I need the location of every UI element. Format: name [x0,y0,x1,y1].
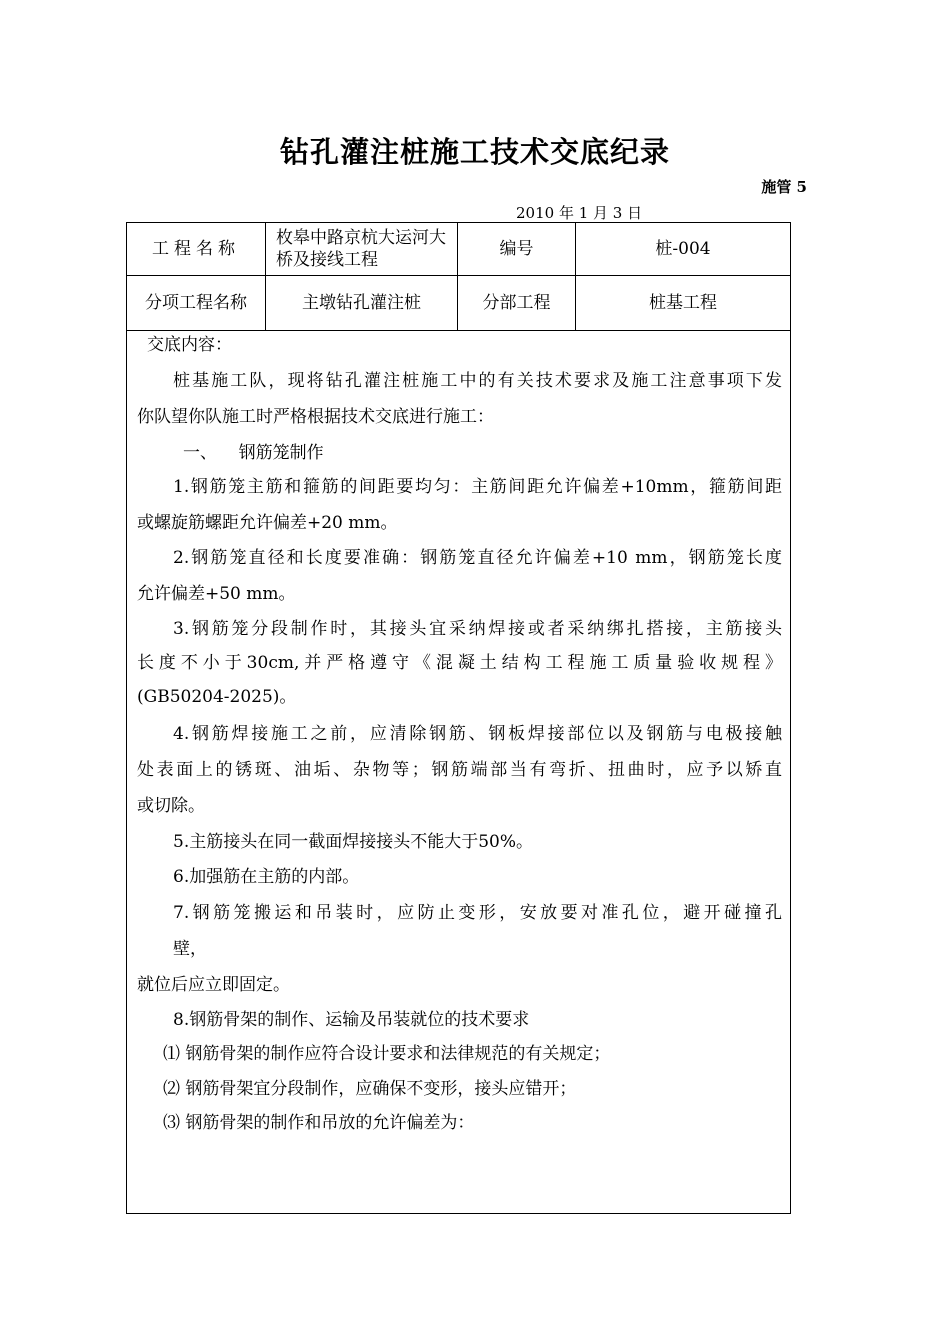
project-name-label: 工程名称 [152,239,240,259]
content-line: 长度不小于30cm,并严格遵守《混凝土结构工程施工质量验收规程》 [137,653,782,673]
content-line: 桩基施工队，现将钻孔灌注桩施工中的有关技术要求及施工注意事项下发 [173,371,782,391]
project-name-value: 枚皋中路京杭大运河大桥及接线工程 [276,228,446,270]
content-line: 7.钢筋笼搬运和吊装时，应防止变形，安放要对准孔位，避开碰撞孔 [173,903,782,923]
subitem-value: 主墩钻孔灌注桩 [302,293,421,313]
content-line: 允许偏差+50 mm。 [137,584,296,604]
content-line: 2.钢筋笼直径和长度要准确：钢筋笼直径允许偏差+10 mm，钢筋笼长度 [173,548,782,568]
content-line: ⑶ 钢筋骨架的制作和吊放的允许偏差为： [163,1113,475,1133]
content-line: 壁， [173,939,207,959]
content-line: 3.钢筋笼分段制作时，其接头宜采纳焊接或者采纳绑扎搭接，主筋接头 [173,619,782,639]
content-line: (GB50204-2025)。 [137,687,297,707]
document-title: 钻孔灌注桩施工技术交底纪录 [279,135,670,169]
table-divider [127,330,790,331]
content-line: 处表面上的锈斑、油垢、杂物等；钢筋端部当有弯折、扭曲时，应予以矫直 [137,760,782,780]
content-line: 就位后应立即固定。 [137,975,290,995]
form-code: 施管 5 [761,178,807,196]
content-line: ⑴ 钢筋骨架的制作应符合设计要求和法律规范的有关规定； [163,1044,611,1064]
content-line: ⑵ 钢筋骨架宜分段制作，应确保不变形，接头应错开； [163,1079,577,1099]
content-line: 1.钢筋笼主筋和箍筋的间距要均匀：主筋间距允许偏差+10mm，箍筋间距 [173,477,782,497]
section-heading: 一、 钢筋笼制作 [183,443,324,463]
record-table [126,222,791,1214]
content-line: 4.钢筋焊接施工之前，应清除钢筋、钢板焊接部位以及钢筋与电极接触 [173,724,782,744]
subitem-label: 分项工程名称 [145,293,247,313]
content-line: 8.钢筋骨架的制作、运输及吊装就位的技术要求 [173,1010,530,1030]
number-label: 编号 [499,239,534,259]
division-value: 桩基工程 [649,293,717,313]
content-line: 或切除。 [137,796,205,816]
division-label: 分部工程 [482,293,551,313]
record-date: 2010 年 1 月 3 日 [516,204,643,222]
number-value: 桩-004 [655,239,711,259]
content-line: 5.主筋接头在同一截面焊接接头不能大于50%。 [173,832,534,852]
content-heading: 交底内容： [147,335,232,355]
content-line: 6.加强筋在主筋的内部。 [173,867,360,887]
content-line: 或螺旋筋螺距允许偏差+20 mm。 [137,513,398,533]
content-line: 你队望你队施工时严格根据技术交底进行施工： [137,407,494,427]
